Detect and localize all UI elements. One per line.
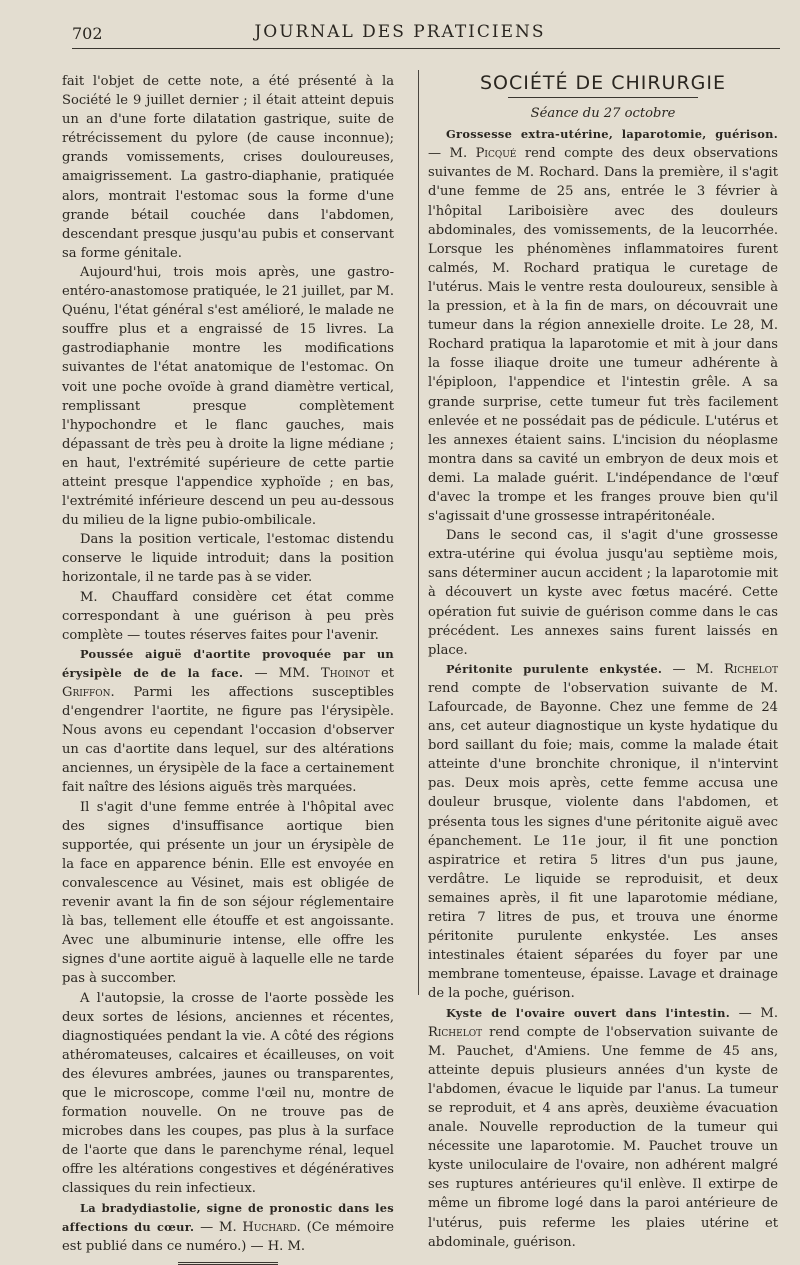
author-name: Thoinot [320,665,370,681]
header-rule [72,48,780,49]
section-title: SOCIÉTÉ DE CHIRURGIE [479,72,726,94]
left-column [62,72,394,1265]
report-kyste: Kyste de l'ovaire ouvert dans l'intestin. — M. Richelot rend compte de l'observation suivante de M. Pauchet, d'Amiens. Une femme de 45 ans, atteinte depuis plusieurs années d'un kyste de l'abdomen, évacue le liquide par l'anus. La tumeur se reproduit, et 4 ans après, deuxième évacuation anale. Nouvelle reproduction de la tumeur qui nécessite une laparotomie. M. Pauchet trouve un kyste uniloculaire de l'ovaire, non adhérent malgré ses ruptures antérieures qu'il enlève. Il extirpe de même un fibrome logé dans la paroi antérieure de l'utérus, puis referme les plaies utérine et abdominale, guérison. [428,1005,778,1250]
author-name: Huchard [242,1219,297,1235]
section-rule [508,97,698,98]
journal-title: JOURNAL DES PRATICIENS [254,22,546,42]
author-name: Richelot [723,661,779,677]
paragraph: Dans la position verticale, l'estomac distendu conserve le liquide introduit; dans la position horizontale, il ne tarde pas à se vider. [62,532,394,586]
report-grossesse: Grossesse extra-utérine, laparotomie, guérison. — M. Picqué rend compte des deux observations suivantes de M. Rochard. Dans la première, il s'agit d'une femme de 25 ans, entrée le 3 février à l'hôpital Lariboisière avec des douleurs abdominales, des vomissements, de la leucorrhée. Lorsque les phénomènes inflammatoires furent calmés, M. Rochard pratiqua le curetage de l'utérus. Mais le ventre resta douloureux, sensible à la pression, et à la fin de mars, on découvrait une tumeur dans la région annexielle droite. Le 28, M. Rochard pratiqua la laparotomie et mit à jour dans la fosse iliaque droite une tumeur adhérente à l'épiploon, l'appendice et l'intestin grêle. A sa grande surprise, cette tumeur fut très facilement enlevée et ne possédait pas de pédicule. L'utérus et les annexes étaient sains. L'incision du néoplasme montra dans sa cavité un embryon de deux mois et demi. La malade guérit. L'indépendance de l'œuf d'avec la trompe et les franges prouve bien qu'il s'agissait d'une grossesse intrapéritonéale. [428,127,778,525]
report-rubric: La bradydiastolie, signe de pronostic dans les affections du cœur. [62,1200,394,1234]
paragraph: fait l'objet de cette note, a été présenté à la Société le 9 juillet dernier ; il était atteint depuis un an d'une forte dilatation gastrique, suite de rétrécissement du pylore (de cause inconnue); grands vomissements, crises douloureuses, amaigrissement. La gastro-diaphanie, pratiquée alors, montrait l'estomac sous la forme d'une grande bétail couchée dans l'abdomen, descendant presque jusqu'au pubis et conservant sa forme génitale. [62,74,394,261]
report-rubric: Péritonite purulente enkystée. [446,661,663,676]
author-name: Griffon [62,685,111,700]
paragraph: Aujourd'hui, trois mois après, une gastro-entéro-anastomose pratiquée, le 21 juillet, par M. Quénu, l'état général s'est amélioré, le malade ne souffre plus et a engraissé de 15 livres. La gastrodiaphanie montre les modifications suivantes de l'état anatomique de l'estomac. On voit une poche ovoïde à grand diamètre vertical, remplissant presque complètement l'hypochondre et le flanc gauches, mais dépassant de très peu à droite la ligne médiane ; en haut, l'extrémité supérieure de cette partie atteint presque l'appendice xyphoïde ; en bas, l'extrémité inférieure descend un peu au-dessous du milieu de la ligne pubio-ombilicale. [62,264,394,529]
report-bradydiastolie: La bradydiastolie, signe de pronostic dans les affections du cœur. — M. Huchard. (Ce mémoire est publié dans ce numéro.) — H. M. [62,1200,394,1254]
paragraph: Il s'agit d'une femme entrée à l'hôpital avec des signes d'insuffisance aortique bien supportée, qui présente un jour un érysipèle de la face en apparence bénin. Elle est envoyée en convalescence au Vésinet, mais est obligée de revenir avant la fin de son séjour réglementaire là bas, tellement elle étouffe et est angoissante. Avec une albuminurie intense, elle offre les signes d'une aortite aiguë à laquelle elle ne tarde pas à succomber. [62,799,394,987]
paragraph: M. Chauffard considère cet état comme correspondant à une guérison à peu près complète — toutes réserves faites pour l'avenir. [62,589,394,643]
page-header [0,0,800,50]
author-name: Picqué [475,146,517,162]
report-rubric: Poussée aiguë d'aortite provoquée par un érysipèle de de la face. [62,646,394,680]
page-number: 702 [72,24,103,43]
report-rubric: Kyste de l'ovaire ouvert dans l'intestin. [446,1005,730,1020]
report-aortite: Poussée aiguë d'aortite provoquée par un érysipèle de de la face. — MM. Thoinot et Griffon. Parmi les affections susceptibles d'engendrer l'aortite, ne figure pas l'érysipèle. Nous avons eu cependant l'occasion d'observer un cas d'aortite dans lequel, sur des altérations anciennes, un érysipèle de la face a certainement fait naître des lésions aiguës très marquées. [62,646,394,796]
author-name: Richelot [428,1024,483,1040]
paragraph: Dans le second cas, il s'agit d'une grossesse extra-utérine qui évolua jusqu'au septième mois, sans déterminer aucun accident ; la laparotomie mit à découvert un kyste avec fœtus macéré. Cette opération fut suivie de guérison comme dans le cas précédent. Les annexes sains furent laissés en place. [428,528,778,658]
report-peritonite: Péritonite purulente enkystée. — M. Richelot rend compte de l'observation suivante de M. Lafourcade, de Bayonne. Chez une femme de 24 ans, cet auteur diagnostique un kyste hydatique du bord saillant du foie; mais, comme la malade était atteinte d'une bronchite chronique, il n'intervint pas. Deux mois après, cette femme accusa une douleur brusque, violente dans l'abdomen, et présenta tous les signes d'une péritonite aiguë avec épanchement. Le 11e jour, il fit une ponction aspiratrice et retira 5 litres d'un pus jaune, verdâtre. Le liquide se reproduisit, et deux semaines après, il fit une laparotomie médiane, retira 7 litres de pus, et trouva une énorme péritonite purulente enkystée. Les anses intestinales étaient séparées du foyer par une membrane tomenteuse, épaisse. Lavage et drainage de la poche, guérison. [428,661,779,1002]
session-date: Séance du 27 octobre [530,106,676,122]
report-rubric: Grossesse extra-utérine, laparotomie, guérison. [446,127,778,142]
column-divider [418,70,419,995]
end-rule [178,1262,278,1265]
right-column [428,72,778,1252]
paragraph: A l'autopsie, la crosse de l'aorte possède les deux sortes de lésions, anciennes et récentes, diagnostiquées pendant la vie. A côté des régions athéromateuses, calcaires et écailleuses, on voit des élevures ambrées, jaunes ou transparentes, que le microscope, comme l'œil nu, montre de formation nouvelle. On ne trouve pas de microbes dans les coupes, pas plus à la surface de l'aorte que dans le parenchyme rénal, lequel offre les altérations congestives et dégénératives classiques du rein infectieux. [62,990,394,1197]
